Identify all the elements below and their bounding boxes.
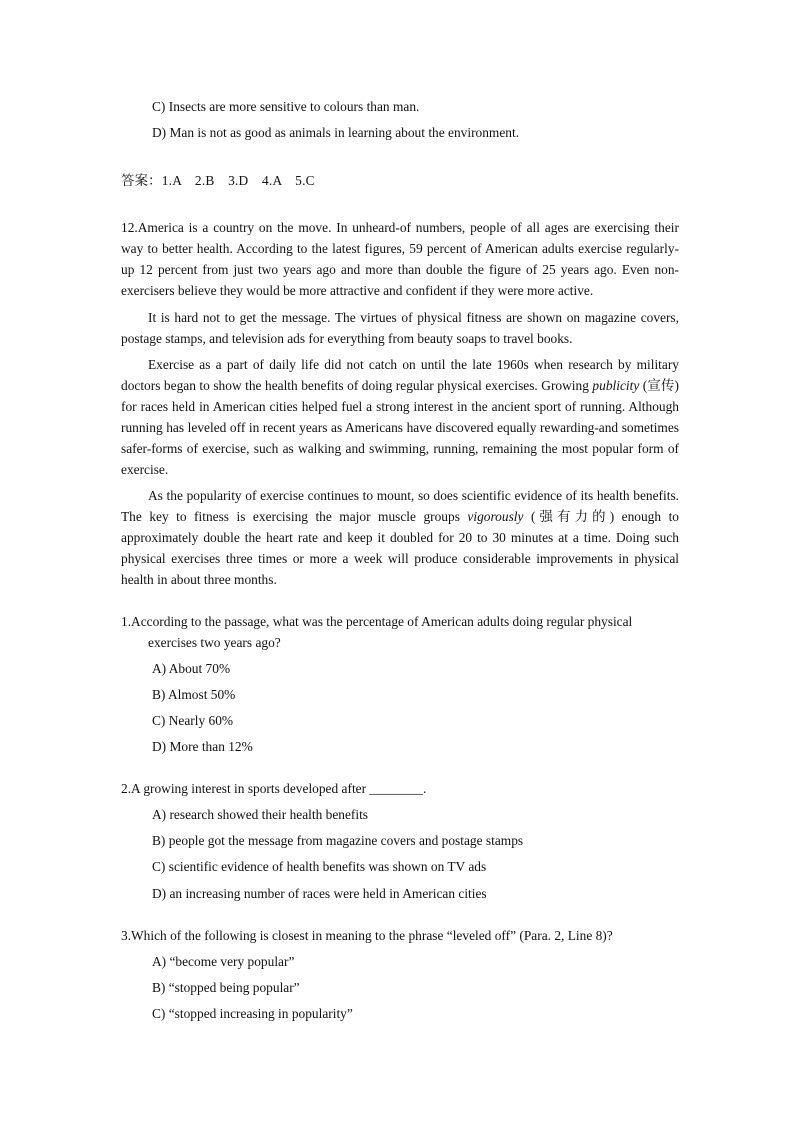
passage-paragraph-1: 12.America is a country on the move. In unheard-of numbers, people of all ages are exercising their way to better health. According to the latest figures, 59 percent of American adults exercise regularly-up 12 percent from just two years ago and more than double the figure of 25 years ago. Even non-exercisers believe they would be more attractive and confident if they were more active. [121, 220, 679, 298]
glossed-term-vigorously: vigorously [467, 509, 524, 524]
prev-option-d: D) Man is not as good as animals in learning about the environment. [152, 125, 520, 140]
question-3-option-c: C) “stopped increasing in popularity” [152, 1006, 353, 1021]
question-1-stem-line-1: 1.According to the passage, what was the percentage of American adults doing regular physical [121, 614, 633, 629]
question-1-option-d: D) More than 12% [152, 739, 253, 754]
question-2-stem: 2.A growing interest in sports developed after ________. [121, 781, 427, 796]
question-1-option-a: A) About 70% [152, 661, 231, 676]
passage-paragraph-3 [121, 354, 679, 480]
question-2-option-b: B) people got the message from magazine covers and postage stamps [152, 833, 524, 848]
paragraph-3-text-b: (宣传) for races held in American cities helped fuel a strong interest in the ancient sport of running. Although running has leveled off in recent years as Americans have discovered equally rewarding-and sometimes safer-forms of exercise, such as walking and swimming, running, remaining the most popular form of exercise. [121, 378, 679, 477]
passage-paragraph-4 [121, 485, 679, 590]
glossed-term-publicity: publicity [592, 378, 640, 393]
question-2-option-c: C) scientific evidence of health benefits was shown on TV ads [152, 859, 487, 874]
answer-key: 答案：1.A 2.B 3.D 4.A 5.C [121, 173, 315, 188]
question-2-option-d: D) an increasing number of races were held in American cities [152, 886, 487, 901]
question-1-option-c: C) Nearly 60% [152, 713, 234, 728]
paragraph-4-text-a: As the popularity of exercise continues to mount, so does scientific evidence of its health benefits. The key to fitness is exercising the major muscle groups [121, 488, 679, 524]
passage-paragraph-2: It is hard not to get the message. The virtues of physical fitness are shown on magazine covers, postage stamps, and television ads for everything from beauty soaps to travel books. [121, 310, 679, 346]
question-1-stem [121, 611, 679, 653]
question-2-option-a: A) research showed their health benefits [152, 807, 369, 822]
question-3-option-a: A) “become very popular” [152, 954, 295, 969]
paragraph-3-text-a: Exercise as a part of daily life did not catch on until the late 1960s when research by military doctors began to show the health benefits of doing regular physical exercises. Growing [121, 357, 679, 393]
question-1-option-b: B) Almost 50% [152, 687, 236, 702]
paragraph-4-text-b: (强有力的) enough to approximately double the heart rate and keep it doubled for 20 to 30 minutes at a time. Doing such physical exercises three times or more a week will produce considerable improvements in physical health in about three months. [121, 509, 679, 587]
question-3-stem: 3.Which of the following is closest in meaning to the phrase “leveled off” (Para. 2, Line 8)? [121, 928, 613, 943]
prev-option-c: C) Insects are more sensitive to colours than man. [152, 99, 420, 114]
question-1-stem-line-2: exercises two years ago? [148, 635, 281, 650]
question-3-option-b: B) “stopped being popular” [152, 980, 300, 995]
